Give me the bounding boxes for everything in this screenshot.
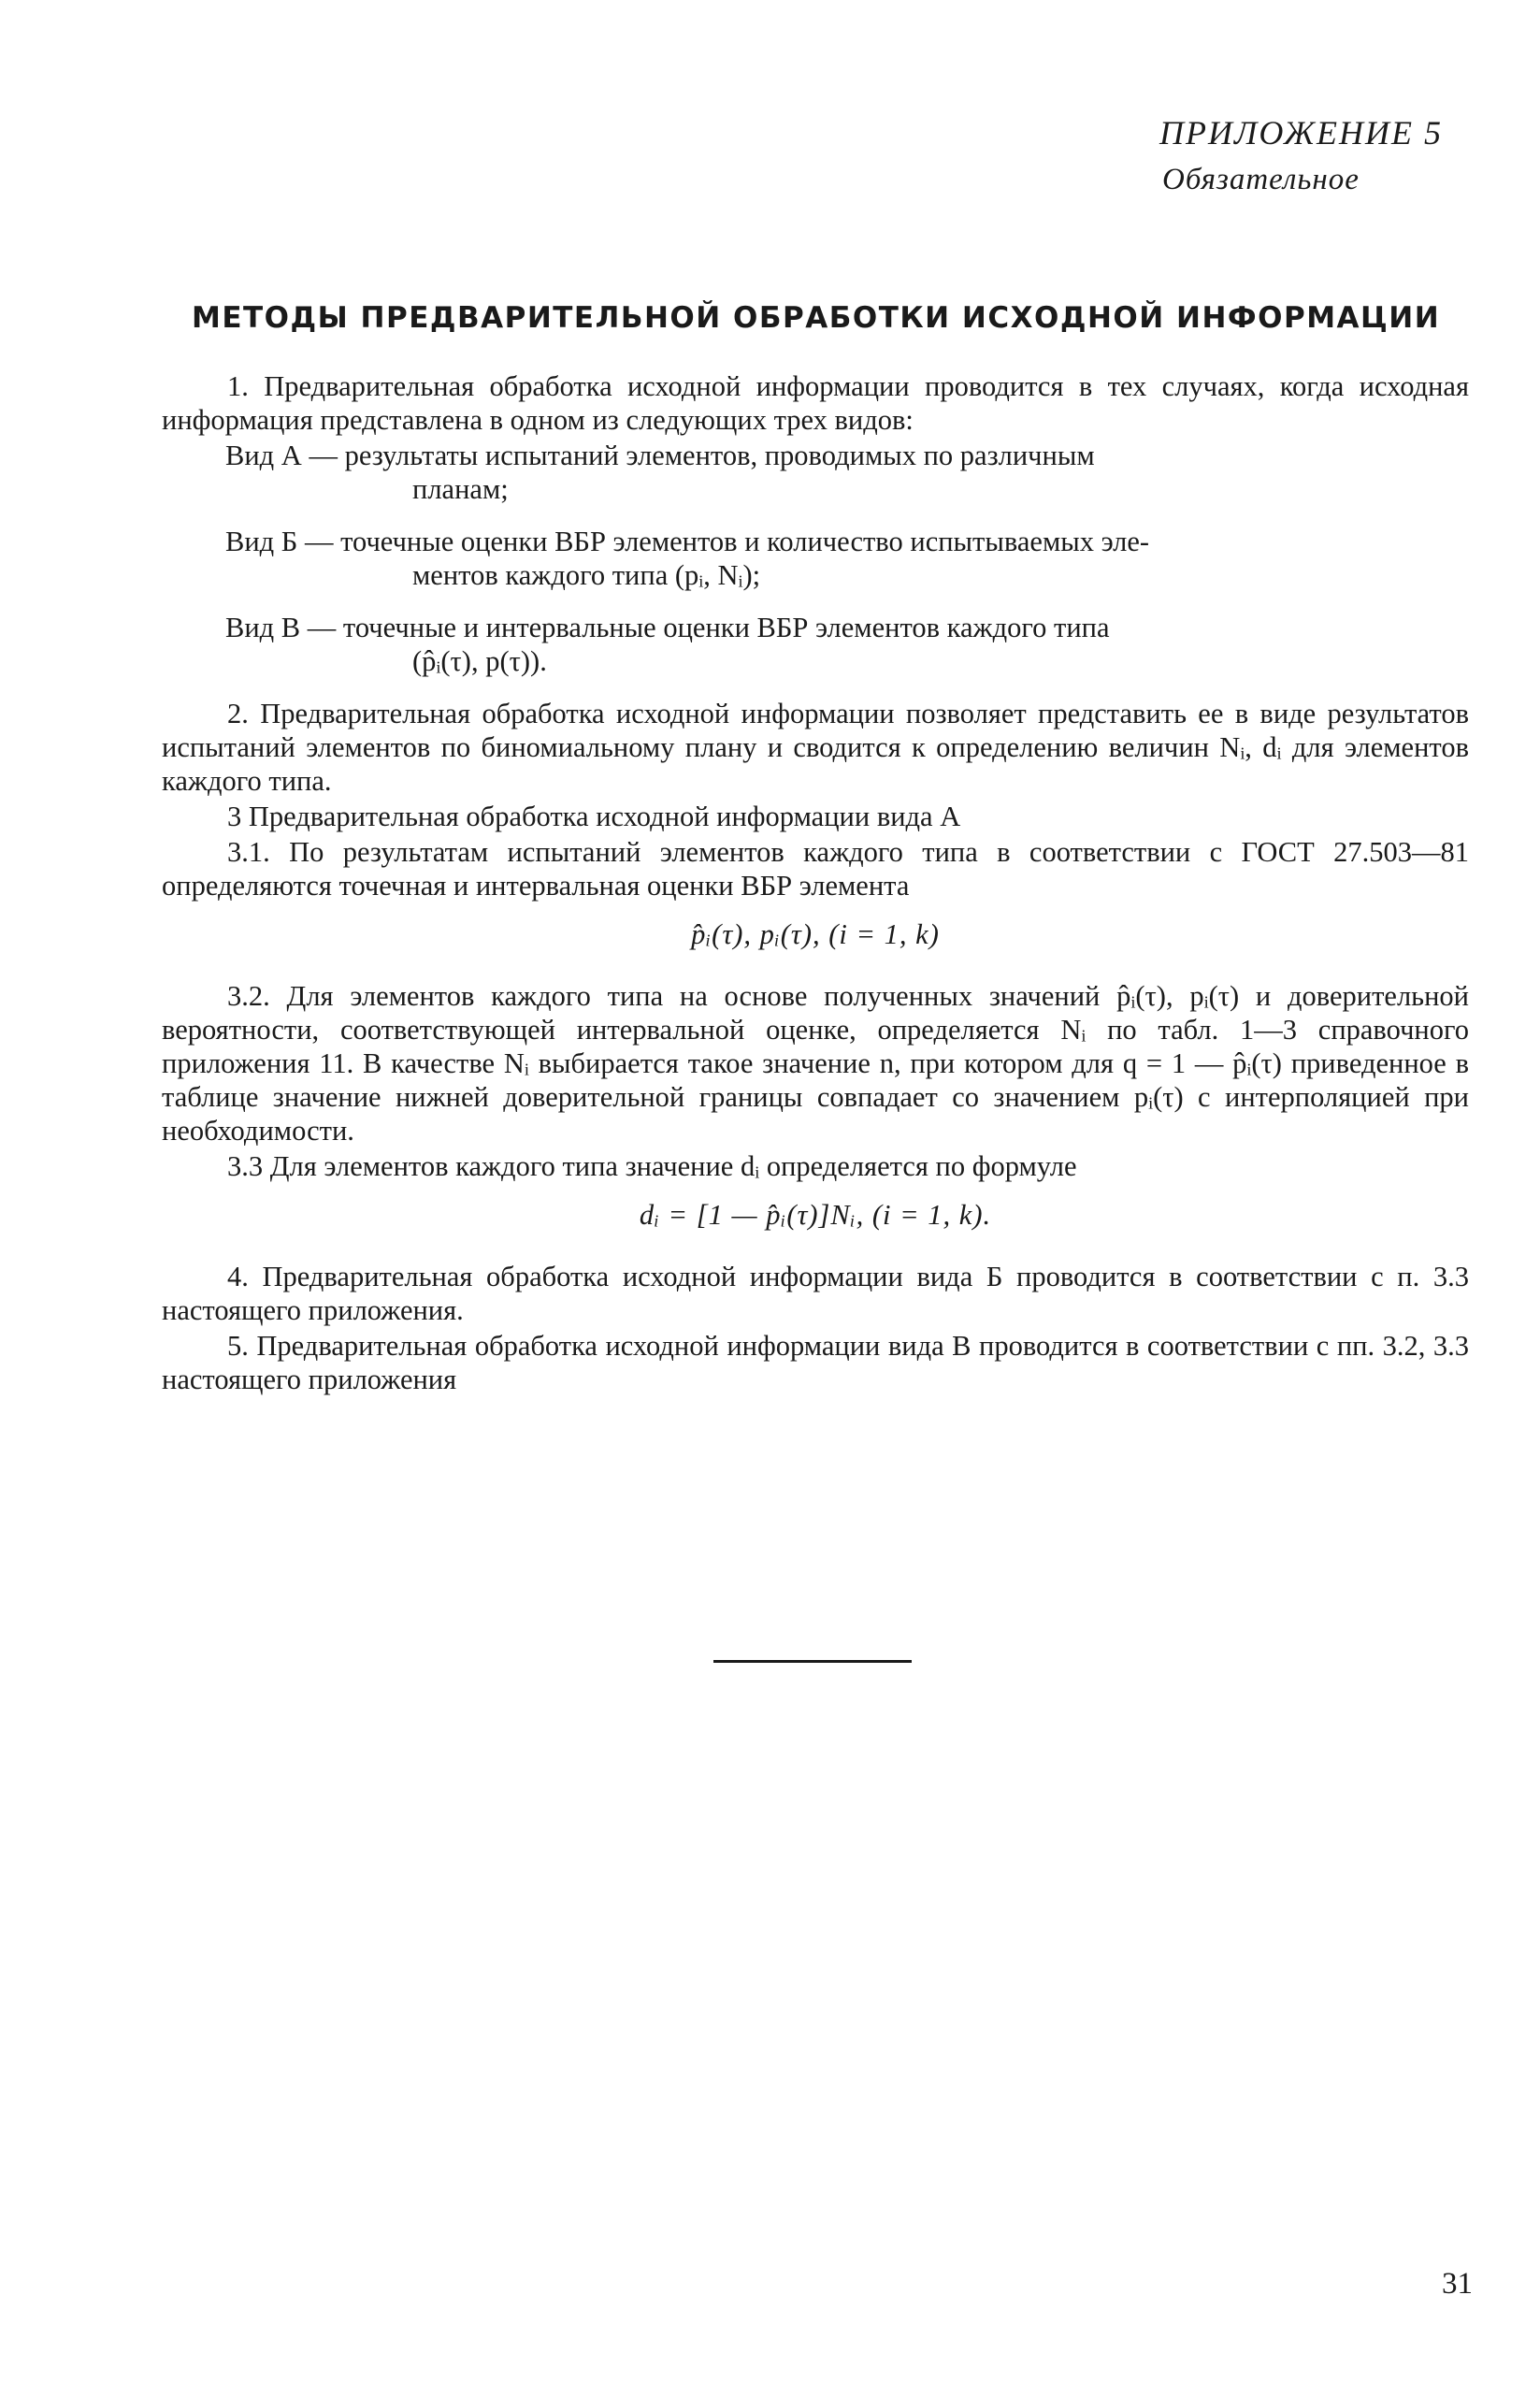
page-number: 31	[1442, 2267, 1473, 2301]
type-b-label: Вид Б — точечные оценки ВБР элементов и количество испытываемых эле-	[225, 526, 1150, 557]
type-b-cont: ментов каждого типа (pᵢ, Nᵢ);	[412, 559, 761, 591]
section-3-1: 3.1. По результатам испытаний элементов каждого типа в соответствии с ГОСТ 27.503—81 определяются точечная и интервальная оценки ВБР элемента	[162, 836, 1469, 902]
end-divider	[713, 1660, 912, 1663]
section-5: 5. Предварительная обработка исходной информации вида В проводится в соответствии с пп. 3.2, 3.3 настоящего приложения	[162, 1330, 1469, 1395]
formula-point-interval-estimates: p̂ᵢ(τ), pᵢ(τ), (i = 1, k)	[691, 918, 940, 950]
formula-d-i: dᵢ = [1 — p̂ᵢ(τ)]Nᵢ, (i = 1, k).	[639, 1199, 992, 1231]
section-4: 4. Предварительная обработка исходной информации вида Б проводится в соответствии с п. 3.3 настоящего приложения.	[162, 1261, 1469, 1326]
type-a-item	[162, 439, 1469, 506]
type-a-label: Вид А — результаты испытаний элементов, проводимых по различным	[225, 440, 1095, 471]
type-b-item	[162, 525, 1469, 592]
type-v-item	[162, 611, 1469, 678]
section-3-2: 3.2. Для элементов каждого типа на основе полученных значений p̂ᵢ(τ), pᵢ(τ) и доверительной вероятности, соответствующей интервальной оценке, определяется Nᵢ по табл. 1—3 справочного приложения 11. В качестве Nᵢ выбирается такое значение n, при котором для q = 1 — p̂ᵢ(τ) приведенное в таблице значение нижней доверительной границы совпадает со значением pᵢ(τ) с интерполяцией при необходимости.	[162, 980, 1469, 1147]
type-v-cont: (p̂ᵢ(τ), p(τ)).	[412, 645, 547, 677]
section-1-intro: 1. Предварительная обработка исходной информации проводится в тех случаях, когда исходная информация представлена в одном из следующих трех видов:	[162, 370, 1469, 436]
section-3-3: 3.3 Для элементов каждого типа значение dᵢ определяется по формуле	[227, 1150, 1077, 1182]
type-a-cont: планам;	[412, 473, 509, 505]
type-v-label: Вид В — точечные и интервальные оценки ВБР элементов каждого типа	[225, 612, 1110, 643]
section-2: 2. Предварительная обработка исходной информации позволяет представить ее в виде результатов испытаний элементов по биномиальному плану и сводится к определению величин Nᵢ, dᵢ для элементов каждого типа.	[162, 698, 1469, 797]
section-3-heading: 3 Предварительная обработка исходной информации вида А	[227, 801, 961, 832]
appendix-status: Обязательное	[1162, 163, 1360, 196]
appendix-label: ПРИЛОЖЕНИЕ 5	[1159, 114, 1443, 152]
document-body	[162, 369, 1469, 1398]
document-title: МЕТОДЫ ПРЕДВАРИТЕЛЬНОЙ ОБРАБОТКИ ИСХОДНОЙ ИНФОРМАЦИИ	[192, 301, 1441, 335]
